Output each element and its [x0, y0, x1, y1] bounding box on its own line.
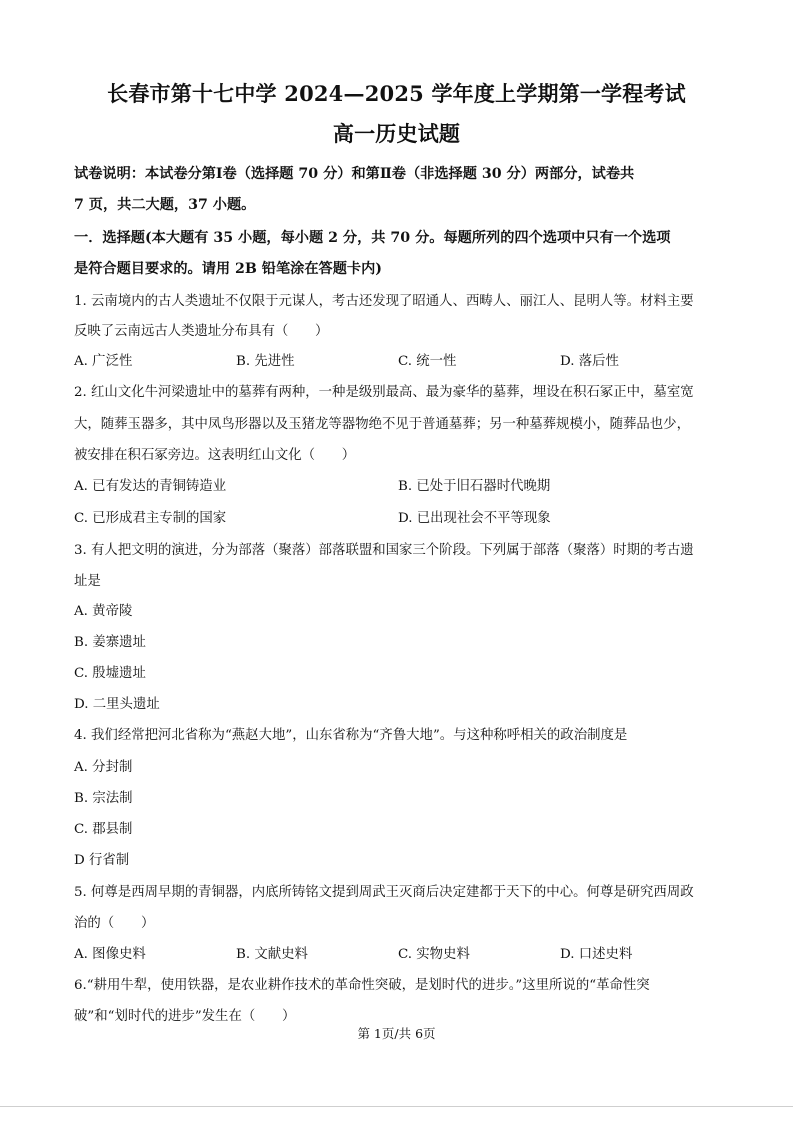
page-number: 第 1页/共 6页	[357, 1026, 436, 1041]
question-4-option-b: B. 宗法制	[74, 791, 133, 806]
question-2-line-1: 2. 红山文化牛河梁遗址中的墓葬有两种，一种是级别最高、最为豪华的墓葬，埋设在积石冢正中，墓室宽	[74, 385, 694, 400]
question-5-line-2: 治的（ ）	[74, 916, 155, 931]
question-1-option-b: B. 先进性	[236, 354, 295, 369]
question-3-option-c: C. 殷墟遗址	[74, 666, 146, 681]
question-3-option-b: B. 姜寨遗址	[74, 635, 146, 650]
question-2-option-c: C. 已形成君主专制的国家	[74, 511, 227, 526]
question-5-option-d: D. 口述史料	[560, 947, 633, 962]
question-3-option-a: A. 黄帝陵	[74, 604, 133, 619]
question-1-line-1: 1. 云南境内的古人类遗址不仅限于元谋人，考古还发现了昭通人、西畴人、丽江人、昆明人等。材料主要	[74, 294, 694, 309]
question-5-option-c: C. 实物史料	[398, 947, 470, 962]
question-3-line-2: 址是	[74, 574, 101, 589]
question-6-line-1: 6.“耕用牛犁，使用铁器，是农业耕作技术的革命性突破，是划时代的进步。”这里所说的“革命性突	[74, 978, 650, 993]
question-2-option-a: A. 已有发达的青铜铸造业	[74, 479, 227, 494]
question-2-option-d: D. 已出现社会不平等现象	[398, 511, 551, 526]
exam-title: 长春市第十七中学 2024—2025 学年度上学期第一学程考试	[107, 81, 686, 106]
question-2-line-3: 被安排在积石冢旁边。这表明红山文化（ ）	[74, 448, 356, 463]
instructions-line-2: 7 页，共二大题，37 小题。	[74, 197, 256, 213]
question-2-line-2: 大，随葬玉器多，其中凤鸟形器以及玉猪龙等器物绝不见于普通墓葬；另一种墓葬规模小，随葬品也少，	[74, 417, 690, 432]
question-1-option-d: D. 落后性	[560, 354, 619, 369]
question-3-line-1: 3. 有人把文明的演进，分为部落（聚落）部落联盟和国家三个阶段。下列属于部落（聚落）时期的考古遗	[74, 543, 694, 558]
question-1-line-2: 反映了云南远古人类遗址分布具有（ ）	[74, 324, 329, 339]
question-5-option-a: A. 图像史料	[74, 947, 146, 962]
exam-subtitle: 高一历史试题	[332, 121, 461, 146]
section-heading-line-2: 是符合题目要求的。请用 2B 铅笔涂在答题卡内)	[74, 261, 383, 277]
question-4-option-c: C. 郡县制	[74, 822, 133, 837]
question-3-option-d: D. 二里头遗址	[74, 697, 160, 712]
question-4-line-1: 4. 我们经常把河北省称为“燕赵大地”，山东省称为“齐鲁大地”。与这种称呼相关的政治制度是	[74, 728, 628, 743]
question-6-line-2: 破”和“划时代的进步”发生在（ ）	[74, 1009, 296, 1024]
question-2-option-b: B. 已处于旧石器时代晚期	[398, 479, 551, 494]
instructions-line-1: 试卷说明：本试卷分第Ⅰ卷（选择题 70 分）和第Ⅱ卷（非选择题 30 分）两部分，试卷共	[74, 166, 635, 182]
bottom-divider	[0, 1106, 793, 1107]
question-4-option-d: D 行省制	[74, 853, 130, 868]
question-5-option-b: B. 文献史料	[236, 947, 308, 962]
section-heading-line-1: 一．选择题(本大题有 35 小题，每小题 2 分，共 70 分。每题所列的四个选项中只有一个选项	[74, 230, 671, 246]
question-5-line-1: 5. 何尊是西周早期的青铜器，内底所铸铭文提到周武王灭商后决定建都于天下的中心。何尊是研究西周政	[74, 885, 694, 900]
question-1-option-a: A. 广泛性	[74, 354, 133, 369]
question-1-option-c: C. 统一性	[398, 354, 457, 369]
question-4-option-a: A. 分封制	[74, 760, 133, 775]
